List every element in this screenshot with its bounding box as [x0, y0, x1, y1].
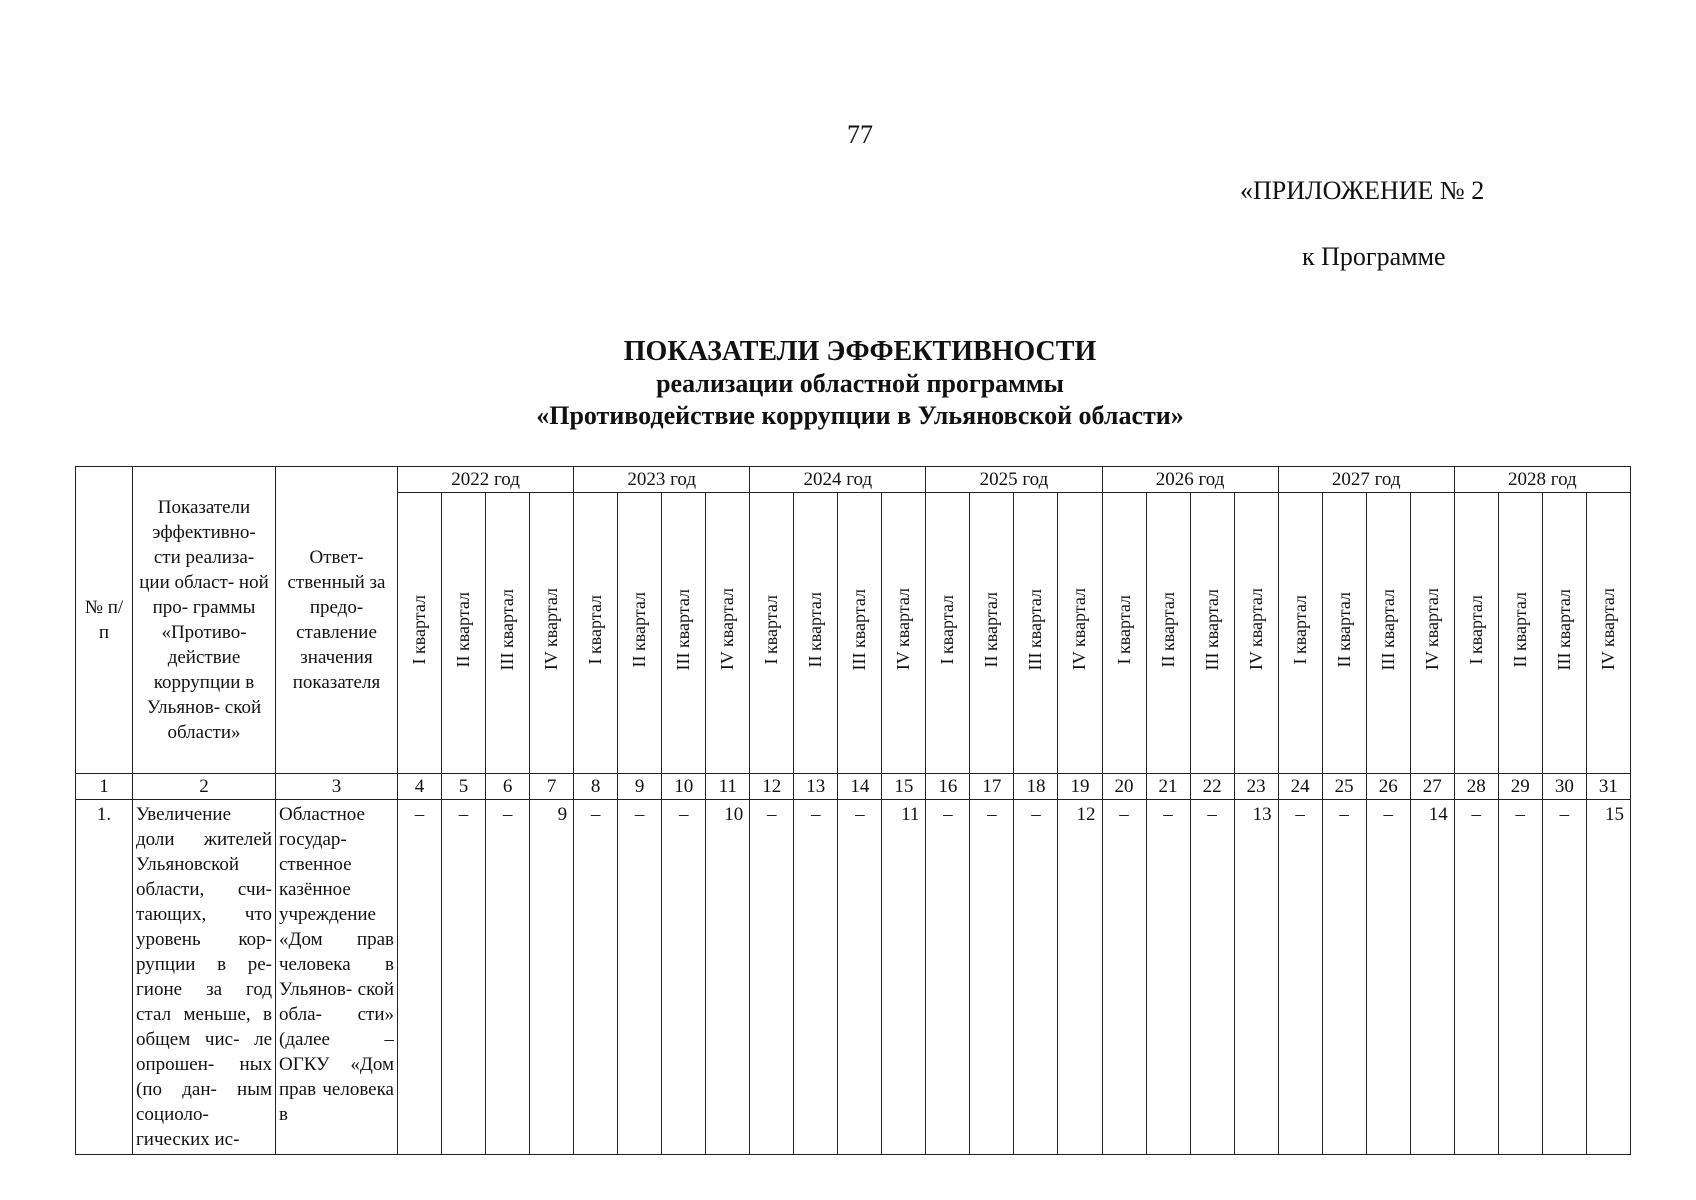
year-header: 2027 год [1278, 467, 1454, 493]
quarter-label: I квартал [585, 594, 606, 665]
quarter-label: I квартал [1113, 594, 1134, 665]
quarter-header [486, 493, 530, 774]
quarter-value: – [1190, 800, 1234, 1155]
quarter-value: – [1542, 800, 1586, 1155]
column-number: 6 [486, 774, 530, 800]
quarter-label: III квартал [1025, 588, 1046, 671]
year-header: 2028 год [1454, 467, 1630, 493]
quarter-label: II квартал [1157, 591, 1178, 668]
quarter-value: – [1498, 800, 1542, 1155]
quarter-header [398, 493, 442, 774]
quarter-value: – [926, 800, 970, 1155]
quarter-label: II квартал [981, 591, 1002, 668]
quarter-header [1410, 493, 1454, 774]
quarter-value: 12 [1058, 800, 1102, 1155]
quarter-header [618, 493, 662, 774]
quarter-value: 14 [1410, 800, 1454, 1155]
quarter-value: – [838, 800, 882, 1155]
quarter-value: – [750, 800, 794, 1155]
quarter-value: – [970, 800, 1014, 1155]
quarter-value: – [1014, 800, 1058, 1155]
quarter-value: – [398, 800, 442, 1155]
quarter-label: I квартал [409, 594, 430, 665]
quarter-header [1146, 493, 1190, 774]
quarter-label: III квартал [1201, 588, 1222, 671]
column-number: 14 [838, 774, 882, 800]
quarter-header [926, 493, 970, 774]
column-number: 16 [926, 774, 970, 800]
column-number: 27 [1410, 774, 1454, 800]
quarter-value: 15 [1586, 800, 1630, 1155]
quarter-label: III квартал [497, 588, 518, 671]
quarter-label: II квартал [1509, 591, 1530, 668]
indicators-table [75, 466, 1631, 1155]
quarter-header [1454, 493, 1498, 774]
header-year-row [76, 467, 1631, 493]
quarter-value: – [794, 800, 838, 1155]
quarter-label: IV квартал [1245, 588, 1266, 671]
quarter-value: – [618, 800, 662, 1155]
column-number: 8 [574, 774, 618, 800]
column-number: 12 [750, 774, 794, 800]
quarter-header [1234, 493, 1278, 774]
column-number: 10 [662, 774, 706, 800]
column-number: 24 [1278, 774, 1322, 800]
quarter-value: – [1454, 800, 1498, 1155]
quarter-label: IV квартал [1421, 588, 1442, 671]
quarter-value: – [1366, 800, 1410, 1155]
quarter-header [662, 493, 706, 774]
quarter-label: III квартал [673, 588, 694, 671]
quarter-header [1542, 493, 1586, 774]
quarter-header [1322, 493, 1366, 774]
quarter-label: II квартал [453, 591, 474, 668]
quarter-header [1058, 493, 1102, 774]
row-indicator: Увеличение доли жителей Ульяновской области, счи- тающих, что уровень кор- рупции в ре- гионе за год стал меньше, в общем чис- ле опрошен- ных (по дан- ным социоло- гических ис- [133, 800, 276, 1155]
quarter-label: I квартал [761, 594, 782, 665]
quarter-value: – [1278, 800, 1322, 1155]
year-header: 2023 год [574, 467, 750, 493]
quarter-label: I квартал [1289, 594, 1310, 665]
quarter-header [530, 493, 574, 774]
quarter-header [838, 493, 882, 774]
year-header: 2025 год [926, 467, 1102, 493]
quarter-header [750, 493, 794, 774]
quarter-header [1014, 493, 1058, 774]
quarter-header [574, 493, 618, 774]
quarter-label: II квартал [629, 591, 650, 668]
year-header: 2024 год [750, 467, 926, 493]
quarter-label: III квартал [849, 588, 870, 671]
column-number: 11 [706, 774, 750, 800]
column-number: 25 [1322, 774, 1366, 800]
quarter-value: – [486, 800, 530, 1155]
column-number: 17 [970, 774, 1014, 800]
column-number: 15 [882, 774, 926, 800]
quarter-header [794, 493, 838, 774]
quarter-label: IV квартал [1597, 588, 1618, 671]
heading-line-2: реализации областной программы [656, 369, 1064, 398]
quarter-label: II квартал [1333, 591, 1354, 668]
quarter-value: – [1102, 800, 1146, 1155]
column-number: 18 [1014, 774, 1058, 800]
heading-line-1: ПОКАЗАТЕЛИ ЭФФЕКТИВНОСТИ [623, 336, 1097, 367]
quarter-header [706, 493, 750, 774]
column-number: 5 [442, 774, 486, 800]
page-number: 77 [847, 120, 873, 149]
year-header: 2022 год [398, 467, 574, 493]
appendix-subtitle: к Программе [1302, 242, 1446, 271]
appendix-title: «ПРИЛОЖЕНИЕ № 2 [1240, 176, 1485, 205]
column-number-row [76, 774, 1631, 800]
quarter-label: IV квартал [541, 588, 562, 671]
column-number: 21 [1146, 774, 1190, 800]
quarter-value: – [662, 800, 706, 1155]
quarter-header [970, 493, 1014, 774]
column-number: 3 [276, 774, 398, 800]
table-row [76, 800, 1631, 1155]
quarter-label: IV квартал [1069, 588, 1090, 671]
header-number: № п/п [76, 467, 133, 774]
quarter-label: IV квартал [893, 588, 914, 671]
quarter-header [442, 493, 486, 774]
column-number: 1 [76, 774, 133, 800]
quarter-header [1190, 493, 1234, 774]
column-number: 29 [1498, 774, 1542, 800]
quarter-header [1498, 493, 1542, 774]
header-indicator: Показатели эффективно- сти реализа- ции област- ной про- граммы «Противо- действие коррупции в Ульянов- ской области» [133, 467, 276, 774]
column-number: 20 [1102, 774, 1146, 800]
quarter-label: III квартал [1553, 588, 1574, 671]
column-number: 28 [1454, 774, 1498, 800]
column-number: 22 [1190, 774, 1234, 800]
quarter-value: – [1146, 800, 1190, 1155]
quarter-value: – [1322, 800, 1366, 1155]
quarter-value: – [442, 800, 486, 1155]
quarter-label: IV квартал [717, 588, 738, 671]
quarter-header [1102, 493, 1146, 774]
header-responsible: Ответ- ственный за предо- ставление значения показателя [276, 467, 398, 774]
quarter-label: II квартал [805, 591, 826, 668]
row-number: 1. [76, 800, 133, 1155]
quarter-value: – [574, 800, 618, 1155]
quarter-header [882, 493, 926, 774]
column-number: 30 [1542, 774, 1586, 800]
quarter-label: I квартал [937, 594, 958, 665]
quarter-header [1278, 493, 1322, 774]
column-number: 19 [1058, 774, 1102, 800]
quarter-label: III квартал [1377, 588, 1398, 671]
quarter-value: 11 [882, 800, 926, 1155]
quarter-header [1366, 493, 1410, 774]
quarter-header [1586, 493, 1630, 774]
column-number: 13 [794, 774, 838, 800]
column-number: 2 [133, 774, 276, 800]
quarter-value: 9 [530, 800, 574, 1155]
heading-line-3: «Противодействие коррупции в Ульяновской области» [536, 401, 1184, 430]
column-number: 7 [530, 774, 574, 800]
main-heading [0, 336, 1696, 432]
column-number: 23 [1234, 774, 1278, 800]
column-number: 31 [1586, 774, 1630, 800]
row-responsible: Областное государ- ственное казённое учреждение «Дом прав человека в Ульянов- ской обла- сти» (далее – ОГКУ «Дом прав человека в [276, 800, 398, 1155]
quarter-value: 13 [1234, 800, 1278, 1155]
column-number: 26 [1366, 774, 1410, 800]
quarter-label: I квартал [1465, 594, 1486, 665]
column-number: 4 [398, 774, 442, 800]
quarter-value: 10 [706, 800, 750, 1155]
column-number: 9 [618, 774, 662, 800]
year-header: 2026 год [1102, 467, 1278, 493]
